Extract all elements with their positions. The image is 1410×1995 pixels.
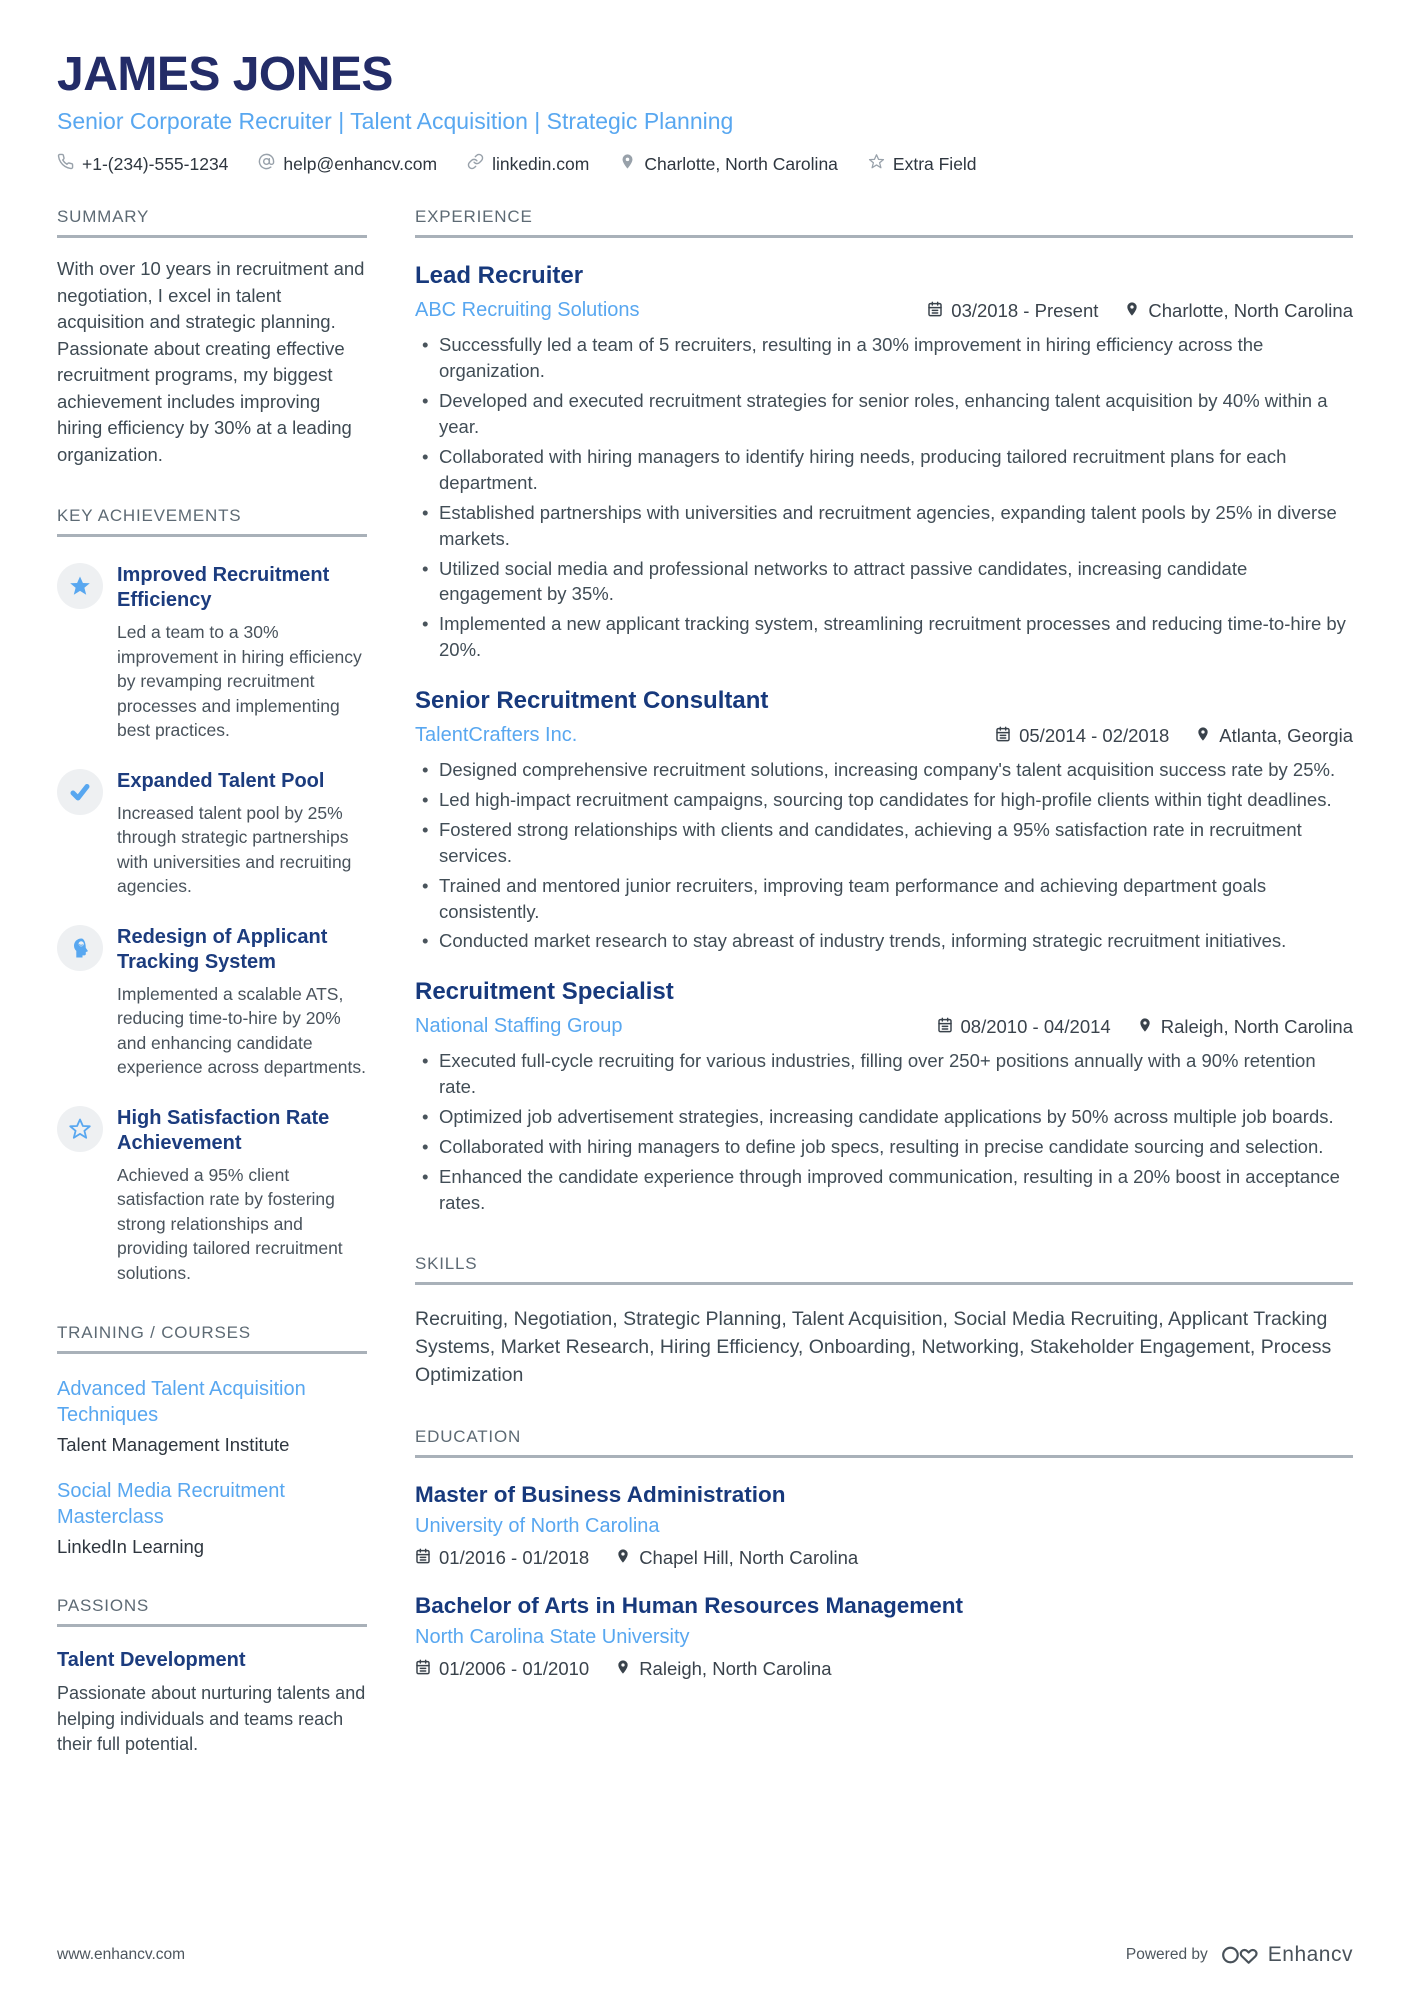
course-provider: LinkedIn Learning: [57, 1536, 205, 1558]
achievement-description: Achieved a 95% client satisfaction rate by fostering strong relationships and providing tailored recruitment solutions.: [117, 1164, 343, 1283]
job-dates-text: 03/2018 - Present: [951, 299, 1099, 321]
contact-row: [57, 153, 1353, 175]
summary-heading: SUMMARY: [57, 207, 367, 238]
job-dates-text: 08/2010 - 04/2014: [960, 1015, 1111, 1037]
job-bullet: • Utilized social media and professional networks to attract passive candidates, increasing candidate engagement by 35%.: [415, 556, 1353, 608]
passions-heading: PASSIONS: [57, 1596, 367, 1627]
powered-by-label: Powered by: [1125, 1946, 1208, 1963]
contact-location: [619, 153, 838, 175]
degree-dates: [415, 1658, 589, 1680]
achievement-item: [57, 925, 367, 1080]
powered-by: [1126, 1943, 1353, 1967]
job-bullets: [415, 332, 1353, 663]
experience-heading: EXPERIENCE: [415, 207, 1353, 238]
job-bullet: • Collaborated with hiring managers to identify hiring needs, producing tailored recruitment plans for each department.: [415, 444, 1353, 496]
job-dates: [995, 725, 1169, 747]
course-item: [57, 1478, 367, 1558]
job-location: [1137, 1016, 1353, 1038]
course-title: Advanced Talent Acquisition Techniques: [57, 1378, 306, 1427]
contact-phone-text: +1-(234)-555-1234: [82, 153, 229, 174]
location-pin-icon: [615, 1658, 631, 1680]
degree-dates: [415, 1547, 589, 1569]
achievement-title: Improved Recruitment Efficiency: [117, 564, 330, 612]
experience-entry: [415, 687, 1353, 954]
head-brain-icon: [57, 925, 103, 971]
degree-dates-text: 01/2016 - 01/2018: [439, 1547, 590, 1569]
training-section: [57, 1323, 367, 1558]
person-name: JAMES JONES: [57, 48, 393, 101]
key-achievements-section: [57, 506, 367, 1285]
enhancv-infinity-heart-icon: [1220, 1943, 1260, 1967]
job-bullet: • Trained and mentored junior recruiters, improving team performance and achieving department goals consistently.: [415, 873, 1353, 925]
contact-linkedin[interactable]: [467, 153, 589, 175]
location-pin-icon: [1124, 300, 1140, 322]
website-link[interactable]: www.enhancv.com: [57, 1946, 186, 1963]
resume-body: [57, 207, 1353, 1758]
degree-location-text: Chapel Hill, North Carolina: [639, 1547, 859, 1569]
skills-section: [415, 1254, 1353, 1390]
contact-email[interactable]: [258, 153, 437, 175]
calendar-icon: [995, 725, 1011, 747]
enhancv-brand-name: Enhancv: [1267, 1943, 1353, 1966]
location-pin-icon: [615, 1547, 631, 1569]
skills-text: Recruiting, Negotiation, Strategic Planning, Talent Acquisition, Social Media Recruiting, Applicant Tracking Systems, Market Research, Hiring Efficiency, Onboarding, Networking, Stakeholder Engagement, Process Optimization: [415, 1307, 1332, 1387]
page-footer: [57, 1943, 1353, 1967]
passion-title: Talent Development: [57, 1649, 246, 1672]
passions-section: [57, 1596, 367, 1758]
achievement-item: [57, 1106, 367, 1286]
job-bullet: • Optimized job advertisement strategies, increasing candidate applications by 50% across multiple job boards.: [415, 1104, 1353, 1130]
star-outline-icon: [57, 1106, 103, 1152]
person-headline: Senior Corporate Recruiter | Talent Acquisition | Strategic Planning: [57, 108, 734, 135]
experience-entry: [415, 262, 1353, 663]
at-icon: [258, 153, 275, 175]
passion-item: [57, 1649, 367, 1758]
degree-location-text: Raleigh, North Carolina: [639, 1658, 832, 1680]
phone-icon: [57, 153, 74, 175]
job-bullets: [415, 1048, 1353, 1215]
skills-heading: SKILLS: [415, 1254, 1353, 1285]
degree-school: University of North Carolina: [415, 1515, 660, 1538]
contact-location-text: Charlotte, North Carolina: [644, 153, 838, 174]
job-bullet: • Executed full-cycle recruiting for various industries, filling over 250+ positions annually with a 90% retention rate.: [415, 1048, 1353, 1100]
job-dates-text: 05/2014 - 02/2018: [1019, 724, 1170, 746]
course-title: Social Media Recruitment Masterclass: [57, 1480, 285, 1529]
job-bullet: • Collaborated with hiring managers to define job specs, resulting in precise candidate sourcing and selection.: [415, 1134, 1353, 1160]
training-heading: TRAINING / COURSES: [57, 1323, 367, 1354]
achievement-description: Implemented a scalable ATS, reducing time-to-hire by 20% and enhancing candidate experience across departments.: [117, 983, 367, 1078]
job-title: Senior Recruitment Consultant: [415, 687, 769, 715]
link-icon: [467, 153, 484, 175]
star-filled-icon: [57, 563, 103, 609]
degree-dates-text: 01/2006 - 01/2010: [439, 1658, 590, 1680]
right-column: [415, 207, 1353, 1758]
summary-text: With over 10 years in recruitment and negotiation, I excel in talent acquisition and strategic planning. Passionate about creating effective recruitment programs, my biggest achievement includes improving hiring efficiency by 30% at a leading organization.: [57, 258, 365, 465]
job-location-text: Raleigh, North Carolina: [1160, 1015, 1353, 1037]
job-bullet: • Developed and executed recruitment strategies for senior roles, enhancing talent acquisition by 40% within a year.: [415, 388, 1353, 440]
job-bullet: • Conducted market research to stay abreast of industry trends, informing strategic recruitment initiatives.: [415, 928, 1353, 954]
calendar-icon: [415, 1658, 431, 1680]
contact-linkedin-text: linkedin.com: [492, 153, 590, 174]
job-location-text: Charlotte, North Carolina: [1148, 299, 1353, 321]
degree-location: [615, 1658, 831, 1680]
contact-extra-text: Extra Field: [892, 153, 977, 174]
achievement-description: Led a team to a 30% improvement in hiring efficiency by revamping recruitment processes and implementing best practices.: [117, 622, 362, 741]
experience-entry: [415, 978, 1353, 1215]
job-bullet: • Led high-impact recruitment campaigns, sourcing top candidates for high-profile clients within tight deadlines.: [415, 787, 1353, 813]
key-achievements-heading: KEY ACHIEVEMENTS: [57, 506, 367, 537]
contact-email-text: help@enhancv.com: [283, 153, 438, 174]
course-provider: Talent Management Institute: [57, 1434, 290, 1456]
job-title: Lead Recruiter: [415, 262, 584, 290]
summary-section: [57, 207, 367, 468]
company-name: TalentCrafters Inc.: [415, 724, 578, 747]
calendar-icon: [927, 300, 943, 322]
calendar-icon: [415, 1547, 431, 1569]
company-name: ABC Recruiting Solutions: [415, 299, 640, 322]
achievement-description: Increased talent pool by 25% through strategic partnerships with universities and recruiting agencies.: [117, 802, 352, 897]
enhancv-brand-link[interactable]: [1220, 1943, 1353, 1967]
job-bullet: • Enhanced the candidate experience through improved communication, resulting in a 20% boost in acceptance rates.: [415, 1164, 1353, 1216]
job-bullet: • Implemented a new applicant tracking system, streamlining recruitment processes and reducing time-to-hire by 20%.: [415, 611, 1353, 663]
achievement-title: Redesign of Applicant Tracking System: [117, 925, 328, 973]
experience-section: [415, 207, 1353, 1215]
left-column: [57, 207, 367, 1758]
contact-extra-field: [868, 153, 977, 175]
resume-header: [57, 50, 1353, 175]
degree-title: Master of Business Administration: [415, 1482, 786, 1508]
achievement-item: [57, 769, 367, 899]
education-heading: EDUCATION: [415, 1427, 1353, 1458]
degree-title: Bachelor of Arts in Human Resources Management: [415, 1593, 964, 1619]
passion-description: Passionate about nurturing talents and helping individuals and teams reach their full potential.: [57, 1683, 366, 1755]
job-bullet: • Successfully led a team of 5 recruiters, resulting in a 30% improvement in hiring efficiency across the organization.: [415, 332, 1353, 384]
contact-phone: [57, 153, 228, 175]
job-dates: [937, 1016, 1111, 1038]
calendar-icon: [937, 1016, 953, 1038]
job-bullet: • Designed comprehensive recruitment solutions, increasing company's talent acquisition success rate by 25%.: [415, 757, 1353, 783]
education-entry: [415, 1482, 1353, 1569]
job-bullet: • Fostered strong relationships with clients and candidates, achieving a 95% satisfaction rate in recruitment services.: [415, 817, 1353, 869]
degree-school: North Carolina State University: [415, 1626, 690, 1649]
achievement-item: [57, 563, 367, 743]
job-location-text: Atlanta, Georgia: [1219, 724, 1353, 746]
check-icon: [57, 769, 103, 815]
achievement-title: High Satisfaction Rate Achievement: [117, 1106, 330, 1154]
achievement-title: Expanded Talent Pool: [117, 769, 325, 792]
course-item: [57, 1376, 367, 1456]
location-pin-icon: [619, 153, 636, 175]
job-location: [1124, 300, 1353, 322]
location-pin-icon: [1137, 1016, 1153, 1038]
company-name: National Staffing Group: [415, 1015, 623, 1038]
job-dates: [927, 300, 1098, 322]
education-entry: [415, 1593, 1353, 1680]
degree-location: [615, 1547, 858, 1569]
job-location: [1195, 725, 1353, 747]
education-section: [415, 1427, 1353, 1680]
location-pin-icon: [1195, 725, 1211, 747]
job-bullet: • Established partnerships with universities and recruitment agencies, expanding talent pools by 25% in diverse markets.: [415, 500, 1353, 552]
job-bullets: [415, 757, 1353, 954]
job-title: Recruitment Specialist: [415, 978, 674, 1006]
star-outline-icon: [868, 153, 885, 175]
